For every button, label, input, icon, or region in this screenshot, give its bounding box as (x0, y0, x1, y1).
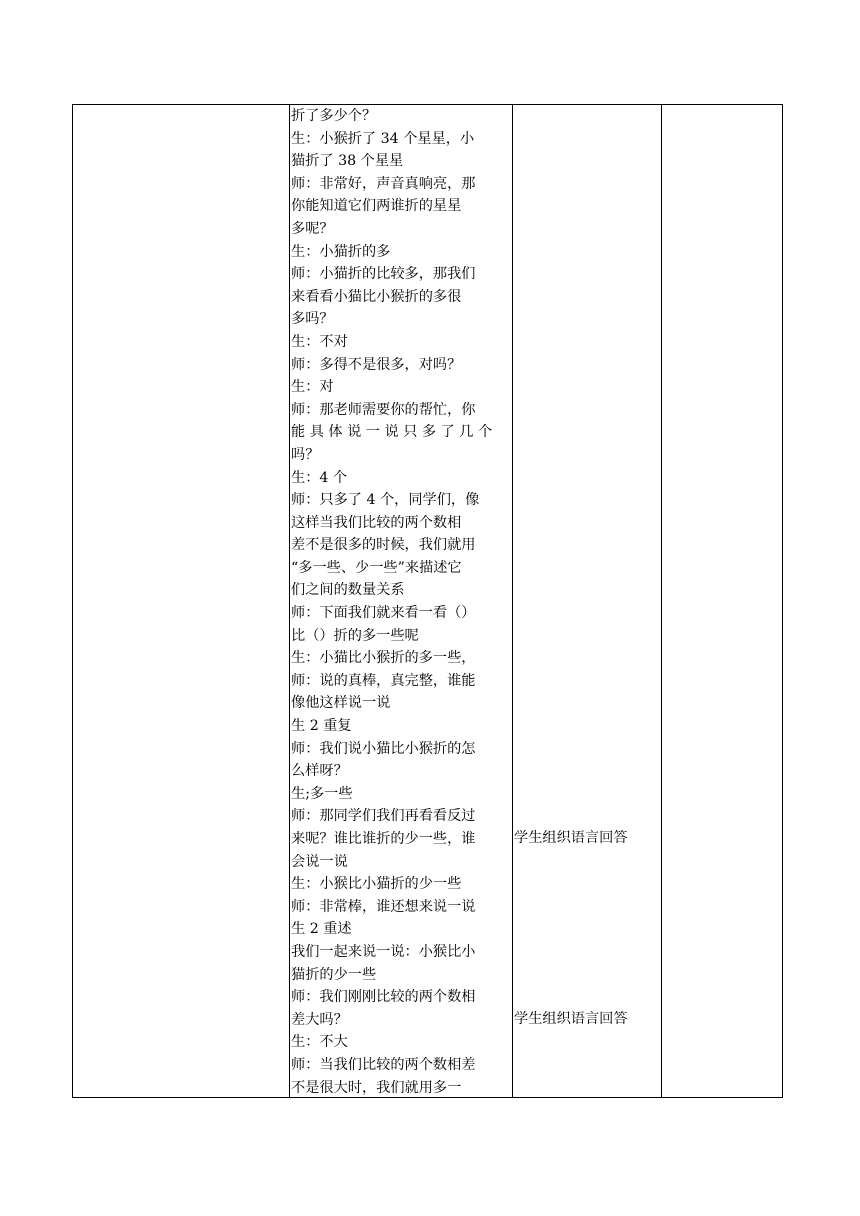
dialogue-line: 生：不大 (291, 1034, 348, 1051)
dialogue-line: 么样呀？ (291, 763, 348, 780)
dialogue-line: 师：那老师需要你的帮忙，你 (291, 401, 476, 418)
dialogue-line: 生：小猫比小猴折的多一些， (291, 650, 476, 667)
dialogue-line: 你能知道它们两谁折的星星 (291, 198, 462, 215)
dialogue-line: 多呢？ (291, 220, 334, 237)
dialogue-line: 来呢？谁比谁折的少一些，谁 (291, 831, 476, 847)
dialogue-line: 这样当我们比较的两个数相 (291, 514, 462, 531)
dialogue-line: 师：下面我们就来看一看（） (291, 605, 476, 622)
dialogue-line: 会说一说 (291, 853, 348, 870)
dialogue-line: 师：说的真棒，真完整，谁能 (291, 672, 476, 689)
column-divider (661, 105, 662, 1097)
dialogue-line: 生：小猫折的多 (291, 243, 391, 260)
column-divider (512, 105, 513, 1097)
student-activity-note: 学生组织语言回答 (514, 830, 628, 846)
dialogue-line: 师：当我们比较的两个数相差 (291, 1056, 476, 1073)
dialogue-line: 师：小猫折的比较多，那我们 (291, 266, 476, 283)
dialogue-line: 生;多一些 (291, 785, 353, 802)
dialogue-line: 生：小猴折了 34 个星星，小 (291, 130, 475, 147)
dialogue-line: 师：非常棒，谁还想来说一说 (291, 898, 476, 915)
dialogue-line: 像他这样说一说 (291, 695, 391, 712)
dialogue-line: 们之间的数量关系 (291, 582, 405, 599)
student-activity-note: 学生组织语言回答 (514, 1011, 628, 1027)
dialogue-line: 师：那同学们我们再看看反过 (291, 808, 476, 825)
dialogue-line: 折了多少个？ (291, 108, 377, 124)
dialogue-line: 能 具 体 说 一 说 只 多 了 几 个 (291, 424, 493, 441)
dialogue-line: 师：非常好，声音真响亮，那 (291, 175, 476, 192)
dialogue-line: 生 2 重述 (291, 921, 352, 938)
dialogue-line: “多一些、少一些”来描述它 (291, 559, 462, 576)
dialogue-line: 生：4 个 (291, 469, 348, 486)
dialogue-line: 比（）折的多一些呢 (291, 627, 419, 644)
lesson-plan-table (72, 104, 783, 1098)
dialogue-line: 差不是很多的时候，我们就用 (291, 537, 476, 554)
dialogue-line: 师：只多了 4 个，同学们，像 (291, 492, 480, 509)
dialogue-line: 生：小猴比小猫折的少一些 (291, 876, 462, 893)
dialogue-line: 生：不对 (291, 333, 348, 350)
dialogue-line: 师：我们刚刚比较的两个数相 (291, 989, 476, 1006)
dialogue-line: 猫折的少一些 (291, 966, 377, 983)
dialogue-line: 生 2 重复 (291, 718, 352, 735)
dialogue-line: 来看看小猫比小猴折的多很 (291, 288, 462, 305)
dialogue-line: 师：我们说小猫比小猴折的怎 (291, 740, 476, 757)
dialogue-line: 不是很大时，我们就用多一 (291, 1079, 462, 1096)
dialogue-line: 猫折了 38 个星星 (291, 153, 404, 170)
dialogue-line: 差大吗？ (291, 1011, 348, 1028)
column-divider (289, 105, 290, 1097)
dialogue-line: 生：对 (291, 379, 334, 396)
dialogue-line: 师：多得不是很多，对吗？ (291, 356, 462, 373)
teaching-process-cell (291, 105, 511, 1099)
dialogue-line: 多吗？ (291, 311, 334, 328)
dialogue-line: 我们一起来说一说：小猴比小 (291, 943, 476, 960)
dialogue-line: 吗？ (291, 446, 320, 463)
